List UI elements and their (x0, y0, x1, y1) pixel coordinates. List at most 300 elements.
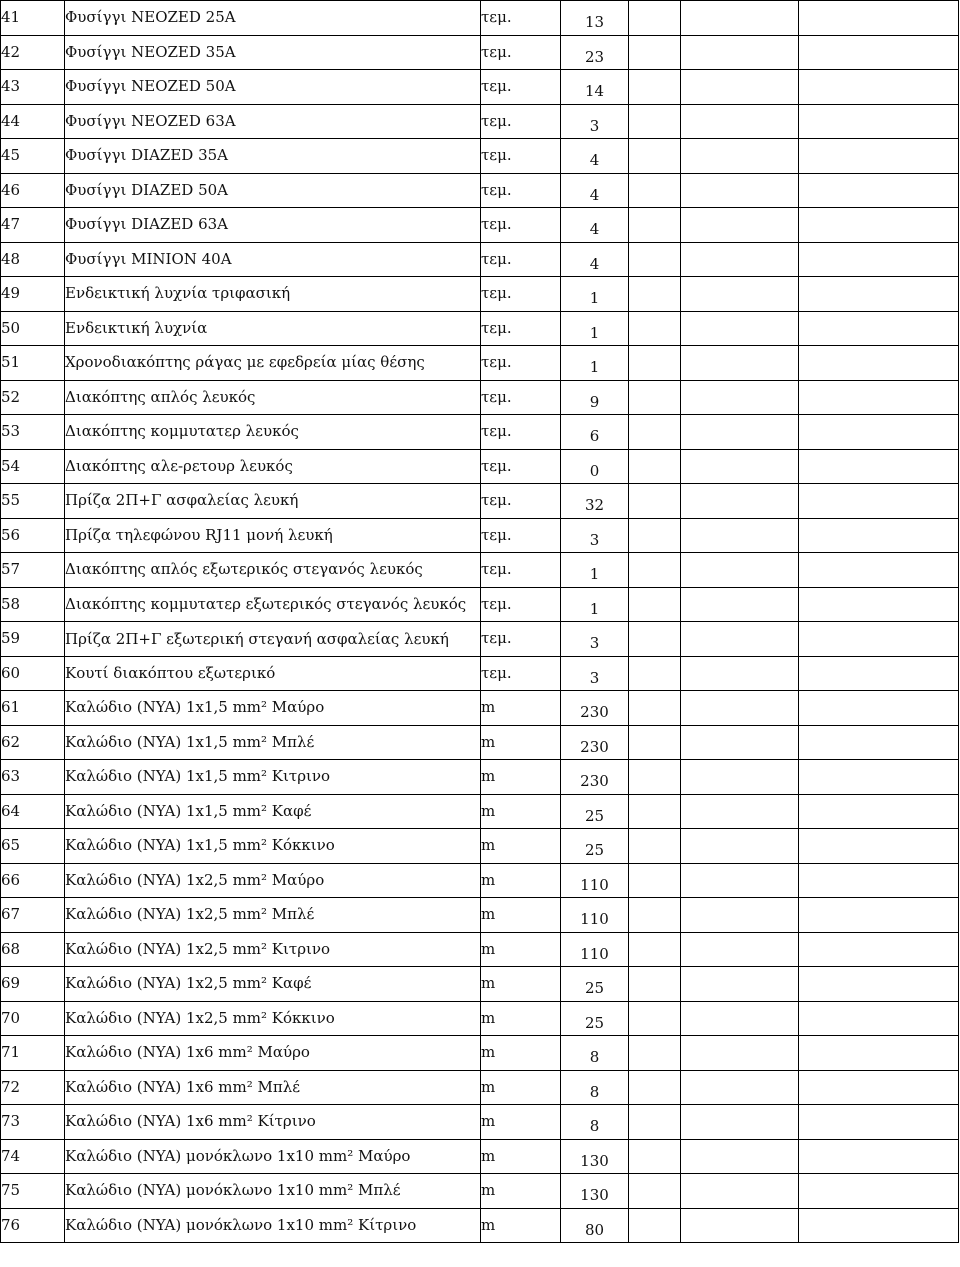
item-number: 68 (1, 932, 65, 967)
item-description: Φυσίγγι DIAZED 35A (65, 139, 481, 174)
item-description: Κουτί διακόπτου εξωτερικό (65, 656, 481, 691)
item-description: Φυσίγγι DIAZED 50A (65, 173, 481, 208)
empty-cell-a (629, 656, 681, 691)
table-row (1, 794, 959, 829)
empty-cell-c (799, 829, 959, 864)
item-description: Καλώδιο (NYA) 1x2,5 mm² Μπλέ (65, 898, 481, 933)
item-quantity-cell (561, 967, 629, 1002)
empty-cell-b (681, 898, 799, 933)
item-quantity: 3 (589, 668, 600, 687)
item-number: 67 (1, 898, 65, 933)
item-unit: τεμ. (481, 449, 561, 484)
item-quantity-cell (561, 346, 629, 381)
empty-cell-b (681, 1001, 799, 1036)
item-number: 41 (1, 1, 65, 36)
empty-cell-b (681, 484, 799, 519)
item-number: 73 (1, 1105, 65, 1140)
item-description: Φυσίγγι NEOZED 50A (65, 70, 481, 105)
table-row (1, 173, 959, 208)
item-unit: m (481, 1208, 561, 1243)
empty-cell-c (799, 277, 959, 312)
empty-cell-c (799, 1174, 959, 1209)
empty-cell-a (629, 829, 681, 864)
empty-cell-a (629, 242, 681, 277)
item-description: Διακόπτης κομμυτατερ λευκός (65, 415, 481, 450)
item-unit: m (481, 1105, 561, 1140)
empty-cell-a (629, 380, 681, 415)
table-row (1, 967, 959, 1002)
item-quantity-cell (561, 104, 629, 139)
empty-cell-c (799, 622, 959, 657)
item-number: 54 (1, 449, 65, 484)
item-quantity-cell (561, 863, 629, 898)
item-quantity-cell (561, 173, 629, 208)
item-quantity: 230 (580, 703, 609, 722)
item-number: 52 (1, 380, 65, 415)
item-quantity: 8 (589, 1082, 600, 1101)
empty-cell-a (629, 1070, 681, 1105)
item-quantity-cell (561, 35, 629, 70)
item-quantity-cell (561, 691, 629, 726)
empty-cell-b (681, 380, 799, 415)
empty-cell-c (799, 1001, 959, 1036)
empty-cell-b (681, 242, 799, 277)
item-number: 69 (1, 967, 65, 1002)
empty-cell-a (629, 932, 681, 967)
empty-cell-a (629, 898, 681, 933)
table-row (1, 139, 959, 174)
empty-cell-a (629, 346, 681, 381)
empty-cell-c (799, 173, 959, 208)
item-description: Καλώδιο (NYA) μονόκλωνο 1x10 mm² Μαύρο (65, 1139, 481, 1174)
empty-cell-a (629, 70, 681, 105)
item-number: 47 (1, 208, 65, 243)
empty-cell-a (629, 173, 681, 208)
table-row (1, 863, 959, 898)
item-quantity: 3 (589, 634, 600, 653)
item-quantity: 6 (589, 427, 600, 446)
table-row (1, 898, 959, 933)
item-unit: m (481, 967, 561, 1002)
item-unit: τεμ. (481, 622, 561, 657)
empty-cell-c (799, 104, 959, 139)
item-number: 75 (1, 1174, 65, 1209)
item-description: Καλώδιο (NYA) μονόκλωνο 1x10 mm² Κίτρινο (65, 1208, 481, 1243)
item-number: 43 (1, 70, 65, 105)
item-number: 62 (1, 725, 65, 760)
empty-cell-a (629, 1, 681, 36)
empty-cell-b (681, 449, 799, 484)
empty-cell-b (681, 1036, 799, 1071)
item-description: Χρονοδιακόπτης ράγας με εφεδρεία μίας θέσης (65, 346, 481, 381)
item-number: 59 (1, 622, 65, 657)
item-quantity: 25 (584, 979, 605, 998)
item-unit: m (481, 725, 561, 760)
empty-cell-b (681, 587, 799, 622)
empty-cell-c (799, 35, 959, 70)
item-number: 74 (1, 1139, 65, 1174)
item-description: Καλώδιο (NYA) 1x2,5 mm² Κόκκινο (65, 1001, 481, 1036)
item-description: Καλώδιο (NYA) 1x1,5 mm² Κόκκινο (65, 829, 481, 864)
item-description: Πρίζα τηλεφώνου RJ11 μονή λευκή (65, 518, 481, 553)
item-unit: m (481, 1036, 561, 1071)
empty-cell-b (681, 1208, 799, 1243)
empty-cell-b (681, 311, 799, 346)
table-row (1, 1105, 959, 1140)
empty-cell-b (681, 1139, 799, 1174)
item-unit: m (481, 932, 561, 967)
item-unit: τεμ. (481, 484, 561, 519)
item-number: 46 (1, 173, 65, 208)
item-unit: m (481, 1001, 561, 1036)
empty-cell-a (629, 449, 681, 484)
empty-cell-b (681, 622, 799, 657)
item-quantity-cell (561, 760, 629, 795)
item-description: Καλώδιο (NYA) 1x2,5 mm² Καφέ (65, 967, 481, 1002)
item-description: Καλώδιο (NYA) 1x6 mm² Μαύρο (65, 1036, 481, 1071)
item-quantity-cell (561, 1036, 629, 1071)
empty-cell-a (629, 1001, 681, 1036)
item-quantity: 32 (584, 496, 605, 515)
item-quantity: 4 (589, 151, 600, 170)
table-row (1, 1208, 959, 1243)
item-description: Διακόπτης αλε-ρετουρ λευκός (65, 449, 481, 484)
table-row (1, 1, 959, 36)
item-description: Πρίζα 2Π+Γ ασφαλείας λευκή (65, 484, 481, 519)
item-quantity: 4 (589, 220, 600, 239)
item-quantity-cell (561, 1070, 629, 1105)
table-row (1, 622, 959, 657)
item-unit: τεμ. (481, 587, 561, 622)
item-quantity-cell (561, 1105, 629, 1140)
item-number: 53 (1, 415, 65, 450)
table-row (1, 587, 959, 622)
empty-cell-b (681, 346, 799, 381)
item-quantity: 1 (589, 289, 600, 308)
item-number: 71 (1, 1036, 65, 1071)
item-quantity-cell (561, 484, 629, 519)
item-quantity: 14 (584, 82, 605, 101)
item-quantity: 130 (580, 1186, 609, 1205)
item-number: 51 (1, 346, 65, 381)
item-quantity: 80 (584, 1220, 605, 1239)
item-number: 45 (1, 139, 65, 174)
table-row (1, 725, 959, 760)
table-row (1, 656, 959, 691)
item-description: Καλώδιο (NYA) 1x2,5 mm² Μαύρο (65, 863, 481, 898)
empty-cell-a (629, 553, 681, 588)
empty-cell-c (799, 587, 959, 622)
item-quantity: 8 (589, 1048, 600, 1067)
empty-cell-c (799, 380, 959, 415)
item-unit: τεμ. (481, 656, 561, 691)
item-quantity-cell (561, 311, 629, 346)
item-unit: m (481, 898, 561, 933)
empty-cell-b (681, 553, 799, 588)
table-row (1, 380, 959, 415)
empty-cell-c (799, 794, 959, 829)
item-number: 57 (1, 553, 65, 588)
table-row (1, 1174, 959, 1209)
empty-cell-c (799, 208, 959, 243)
empty-cell-a (629, 794, 681, 829)
item-number: 63 (1, 760, 65, 795)
item-description: Καλώδιο (NYA) μονόκλωνο 1x10 mm² Μπλέ (65, 1174, 481, 1209)
empty-cell-a (629, 1174, 681, 1209)
item-description: Ενδεικτική λυχνία τριφασική (65, 277, 481, 312)
empty-cell-c (799, 346, 959, 381)
empty-cell-a (629, 1036, 681, 1071)
empty-cell-c (799, 656, 959, 691)
empty-cell-c (799, 863, 959, 898)
table-row (1, 484, 959, 519)
item-unit: m (481, 1174, 561, 1209)
item-number: 58 (1, 587, 65, 622)
table-row (1, 760, 959, 795)
empty-cell-b (681, 932, 799, 967)
item-quantity: 0 (589, 461, 600, 480)
empty-cell-b (681, 35, 799, 70)
empty-cell-a (629, 1208, 681, 1243)
item-unit: τεμ. (481, 311, 561, 346)
item-unit: m (481, 1139, 561, 1174)
item-description: Καλώδιο (NYA) 1x6 mm² Μπλέ (65, 1070, 481, 1105)
empty-cell-b (681, 70, 799, 105)
empty-cell-b (681, 863, 799, 898)
empty-cell-a (629, 1139, 681, 1174)
item-quantity-cell (561, 449, 629, 484)
table-row (1, 553, 959, 588)
item-unit: τεμ. (481, 70, 561, 105)
item-quantity-cell (561, 277, 629, 312)
empty-cell-a (629, 622, 681, 657)
empty-cell-c (799, 139, 959, 174)
empty-cell-c (799, 932, 959, 967)
empty-cell-a (629, 863, 681, 898)
item-unit: τεμ. (481, 415, 561, 450)
item-quantity: 3 (589, 530, 600, 549)
item-unit: m (481, 829, 561, 864)
item-unit: m (481, 863, 561, 898)
item-quantity: 4 (589, 254, 600, 273)
item-quantity-cell (561, 553, 629, 588)
empty-cell-a (629, 967, 681, 1002)
empty-cell-b (681, 967, 799, 1002)
item-quantity: 1 (589, 599, 600, 618)
item-quantity: 8 (589, 1117, 600, 1136)
empty-cell-c (799, 449, 959, 484)
item-description: Καλώδιο (NYA) 1x6 mm² Κίτρινο (65, 1105, 481, 1140)
item-quantity: 9 (589, 392, 600, 411)
item-quantity-cell (561, 518, 629, 553)
item-quantity-cell (561, 70, 629, 105)
item-quantity-cell (561, 725, 629, 760)
empty-cell-b (681, 691, 799, 726)
empty-cell-b (681, 1105, 799, 1140)
table-row (1, 691, 959, 726)
table-row (1, 1070, 959, 1105)
item-number: 55 (1, 484, 65, 519)
item-number: 60 (1, 656, 65, 691)
item-unit: τεμ. (481, 277, 561, 312)
item-quantity: 23 (584, 47, 605, 66)
item-description: Πρίζα 2Π+Γ εξωτερική στεγανή ασφαλείας λευκή (65, 622, 481, 657)
empty-cell-c (799, 725, 959, 760)
item-quantity-cell (561, 656, 629, 691)
item-quantity: 110 (580, 910, 609, 929)
item-number: 70 (1, 1001, 65, 1036)
empty-cell-a (629, 484, 681, 519)
item-quantity: 1 (589, 323, 600, 342)
item-quantity: 230 (580, 737, 609, 756)
item-quantity-cell (561, 1001, 629, 1036)
empty-cell-b (681, 277, 799, 312)
item-unit: τεμ. (481, 518, 561, 553)
empty-cell-b (681, 208, 799, 243)
empty-cell-b (681, 725, 799, 760)
empty-cell-a (629, 311, 681, 346)
empty-cell-b (681, 1070, 799, 1105)
empty-cell-a (629, 208, 681, 243)
item-number: 56 (1, 518, 65, 553)
item-description: Καλώδιο (NYA) 1x1,5 mm² Μαύρο (65, 691, 481, 726)
table-row (1, 311, 959, 346)
item-number: 42 (1, 35, 65, 70)
item-quantity: 110 (580, 944, 609, 963)
empty-cell-c (799, 898, 959, 933)
empty-cell-b (681, 518, 799, 553)
item-unit: τεμ. (481, 104, 561, 139)
empty-cell-b (681, 104, 799, 139)
item-description: Καλώδιο (NYA) 1x1,5 mm² Καφέ (65, 794, 481, 829)
item-number: 76 (1, 1208, 65, 1243)
empty-cell-a (629, 760, 681, 795)
item-number: 61 (1, 691, 65, 726)
item-quantity-cell (561, 794, 629, 829)
empty-cell-a (629, 104, 681, 139)
empty-cell-c (799, 311, 959, 346)
item-unit: τεμ. (481, 173, 561, 208)
empty-cell-a (629, 725, 681, 760)
empty-cell-b (681, 1174, 799, 1209)
empty-cell-a (629, 415, 681, 450)
empty-cell-a (629, 35, 681, 70)
item-quantity: 230 (580, 772, 609, 791)
item-quantity: 4 (589, 185, 600, 204)
item-quantity-cell (561, 587, 629, 622)
item-description: Καλώδιο (NYA) 1x1,5 mm² Κιτρινο (65, 760, 481, 795)
item-description: Φυσίγγι DIAZED 63A (65, 208, 481, 243)
empty-cell-c (799, 70, 959, 105)
table-row (1, 518, 959, 553)
empty-cell-c (799, 415, 959, 450)
table-row (1, 70, 959, 105)
table-row (1, 829, 959, 864)
item-unit: m (481, 760, 561, 795)
empty-cell-b (681, 794, 799, 829)
item-number: 72 (1, 1070, 65, 1105)
item-quantity-cell (561, 1208, 629, 1243)
empty-cell-a (629, 518, 681, 553)
empty-cell-c (799, 1, 959, 36)
table-row (1, 346, 959, 381)
item-quantity: 3 (589, 116, 600, 135)
empty-cell-b (681, 1, 799, 36)
item-quantity-cell (561, 1, 629, 36)
item-unit: τεμ. (481, 35, 561, 70)
item-quantity-cell (561, 932, 629, 967)
empty-cell-a (629, 1105, 681, 1140)
item-quantity-cell (561, 208, 629, 243)
empty-cell-a (629, 691, 681, 726)
item-description: Φυσίγγι NEOZED 63A (65, 104, 481, 139)
item-quantity: 110 (580, 875, 609, 894)
empty-cell-c (799, 1105, 959, 1140)
empty-cell-a (629, 277, 681, 312)
item-quantity: 25 (584, 806, 605, 825)
item-description: Καλώδιο (NYA) 1x2,5 mm² Κιτρινο (65, 932, 481, 967)
empty-cell-c (799, 760, 959, 795)
empty-cell-c (799, 518, 959, 553)
empty-cell-b (681, 656, 799, 691)
table-row (1, 35, 959, 70)
item-description: Διακόπτης απλός εξωτερικός στεγανός λευκός (65, 553, 481, 588)
table-row (1, 1139, 959, 1174)
item-description: Φυσίγγι NEOZED 35A (65, 35, 481, 70)
item-quantity-cell (561, 242, 629, 277)
empty-cell-b (681, 173, 799, 208)
item-quantity-cell (561, 622, 629, 657)
table-row (1, 104, 959, 139)
item-quantity: 13 (584, 13, 605, 32)
item-quantity-cell (561, 1174, 629, 1209)
item-number: 64 (1, 794, 65, 829)
item-unit: m (481, 794, 561, 829)
empty-cell-a (629, 587, 681, 622)
table-row (1, 1036, 959, 1071)
item-description: Διακόπτης απλός λευκός (65, 380, 481, 415)
item-quantity-cell (561, 829, 629, 864)
empty-cell-c (799, 691, 959, 726)
table-row (1, 932, 959, 967)
item-number: 48 (1, 242, 65, 277)
item-description: Φυσίγγι MINION 40A (65, 242, 481, 277)
item-quantity: 25 (584, 1013, 605, 1032)
empty-cell-b (681, 415, 799, 450)
table-row (1, 449, 959, 484)
item-unit: τεμ. (481, 553, 561, 588)
item-number: 49 (1, 277, 65, 312)
item-description: Καλώδιο (NYA) 1x1,5 mm² Μπλέ (65, 725, 481, 760)
item-quantity: 1 (589, 358, 600, 377)
item-unit: τεμ. (481, 380, 561, 415)
item-quantity-cell (561, 1139, 629, 1174)
table-row (1, 415, 959, 450)
empty-cell-c (799, 1208, 959, 1243)
item-number: 50 (1, 311, 65, 346)
empty-cell-c (799, 484, 959, 519)
item-unit: τεμ. (481, 346, 561, 381)
materials-table-body (1, 1, 959, 1243)
item-description: Διακόπτης κομμυτατερ εξωτερικός στεγανός λευκός (65, 587, 481, 622)
empty-cell-b (681, 760, 799, 795)
item-number: 66 (1, 863, 65, 898)
item-unit: τεμ. (481, 1, 561, 36)
table-row (1, 208, 959, 243)
item-description: Φυσίγγι NEOZED 25A (65, 1, 481, 36)
empty-cell-c (799, 553, 959, 588)
item-unit: τεμ. (481, 139, 561, 174)
